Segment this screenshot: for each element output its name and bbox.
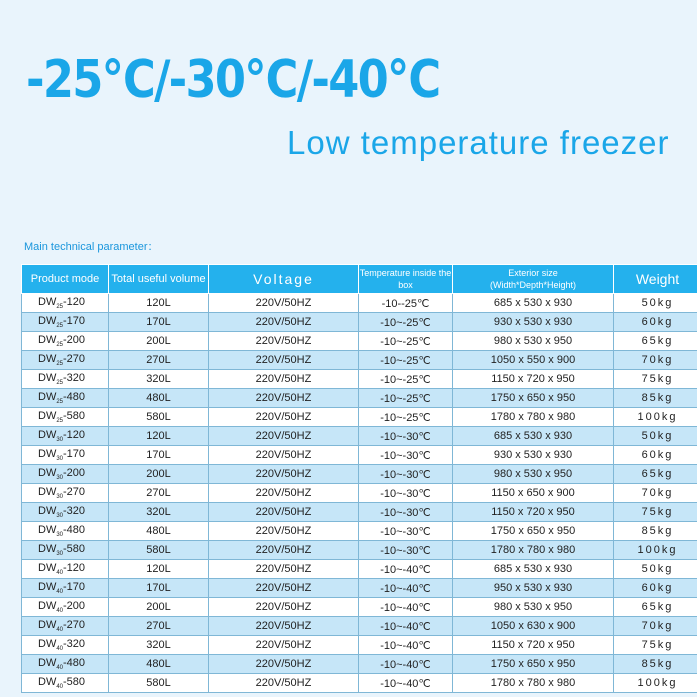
header-exterior-title: Exterior size xyxy=(508,268,558,278)
cell-exterior-size: 1780 x 780 x 980 xyxy=(453,541,614,560)
cell-model xyxy=(22,370,109,389)
cell-exterior-size: 1150 x 720 x 950 xyxy=(453,636,614,655)
cell-exterior-size: 1050 x 630 x 900 xyxy=(453,617,614,636)
table-row xyxy=(22,389,697,408)
model-prefix: DW xyxy=(38,561,57,574)
model-prefix: DW xyxy=(38,447,57,460)
cell-exterior-size: 685 x 530 x 930 xyxy=(453,294,614,313)
cell-voltage: 220V/50HZ xyxy=(209,294,359,313)
model-series: 30 xyxy=(56,551,64,558)
model-prefix: DW xyxy=(38,542,57,555)
cell-model xyxy=(22,408,109,427)
cell-temperature: -10~-30℃ xyxy=(359,484,453,503)
model-code: -270 xyxy=(63,485,86,498)
model-prefix: DW xyxy=(38,333,57,346)
model-code: -480 xyxy=(63,656,86,669)
header-temperature: Temperature inside the box xyxy=(359,265,453,294)
cell-exterior-size: 1050 x 550 x 900 xyxy=(453,351,614,370)
cell-exterior-size: 1780 x 780 x 980 xyxy=(453,408,614,427)
cell-voltage: 220V/50HZ xyxy=(209,446,359,465)
cell-volume: 200L xyxy=(109,465,209,484)
cell-model xyxy=(22,674,109,693)
cell-temperature: -10~-25℃ xyxy=(359,408,453,427)
model-code: -580 xyxy=(63,409,86,422)
cell-volume: 120L xyxy=(109,294,209,313)
cell-temperature: -10~-25℃ xyxy=(359,332,453,351)
cell-weight: 60kg xyxy=(614,579,697,598)
model-series: 25 xyxy=(56,361,64,368)
table-row xyxy=(22,465,697,484)
cell-exterior-size: 1750 x 650 x 950 xyxy=(453,522,614,541)
model-code: -170 xyxy=(63,580,86,593)
spec-table xyxy=(21,264,697,693)
cell-exterior-size: 1750 x 650 x 950 xyxy=(453,655,614,674)
cell-weight: 50kg xyxy=(614,294,697,313)
cell-volume: 270L xyxy=(109,484,209,503)
cell-model xyxy=(22,579,109,598)
cell-weight: 75kg xyxy=(614,503,697,522)
model-series: 40 xyxy=(56,646,64,653)
cell-temperature: -10~-25℃ xyxy=(359,389,453,408)
cell-model xyxy=(22,560,109,579)
model-series: 30 xyxy=(56,532,64,539)
cell-weight: 70kg xyxy=(614,351,697,370)
model-prefix: DW xyxy=(38,675,57,688)
cell-weight: 70kg xyxy=(614,484,697,503)
table-row xyxy=(22,579,697,598)
model-prefix: DW xyxy=(38,618,57,631)
cell-voltage: 220V/50HZ xyxy=(209,522,359,541)
cell-voltage: 220V/50HZ xyxy=(209,313,359,332)
table-header-row xyxy=(22,265,697,294)
cell-voltage: 220V/50HZ xyxy=(209,465,359,484)
cell-temperature: -10--25℃ xyxy=(359,294,453,313)
cell-temperature: -10~-30℃ xyxy=(359,446,453,465)
cell-voltage: 220V/50HZ xyxy=(209,427,359,446)
cell-exterior-size: 685 x 530 x 930 xyxy=(453,560,614,579)
cell-exterior-size: 980 x 530 x 950 xyxy=(453,598,614,617)
model-code: -200 xyxy=(63,599,86,612)
table-row xyxy=(22,313,697,332)
cell-model xyxy=(22,427,109,446)
cell-temperature: -10~-40℃ xyxy=(359,598,453,617)
model-code: -270 xyxy=(63,352,86,365)
model-code: -580 xyxy=(63,675,86,688)
section-label: Main technical parameter： xyxy=(24,241,159,253)
cell-temperature: -10~-25℃ xyxy=(359,370,453,389)
model-prefix: DW xyxy=(38,637,57,650)
table-row xyxy=(22,370,697,389)
model-prefix: DW xyxy=(38,504,57,517)
cell-volume: 320L xyxy=(109,503,209,522)
cell-volume: 270L xyxy=(109,351,209,370)
cell-volume: 120L xyxy=(109,427,209,446)
model-prefix: DW xyxy=(38,371,57,384)
cell-volume: 200L xyxy=(109,598,209,617)
cell-exterior-size: 980 x 530 x 950 xyxy=(453,332,614,351)
cell-model xyxy=(22,598,109,617)
model-prefix: DW xyxy=(38,656,57,669)
cell-voltage: 220V/50HZ xyxy=(209,484,359,503)
model-series: 40 xyxy=(56,570,64,577)
model-series: 40 xyxy=(56,684,64,691)
cell-voltage: 220V/50HZ xyxy=(209,408,359,427)
table-row xyxy=(22,446,697,465)
cell-volume: 320L xyxy=(109,370,209,389)
model-code: -120 xyxy=(63,295,86,308)
cell-voltage: 220V/50HZ xyxy=(209,636,359,655)
model-prefix: DW xyxy=(38,599,57,612)
model-series: 30 xyxy=(56,475,64,482)
table-row xyxy=(22,598,697,617)
table-body xyxy=(22,294,697,693)
table-row xyxy=(22,636,697,655)
model-code: -580 xyxy=(63,542,86,555)
table-row xyxy=(22,351,697,370)
cell-exterior-size: 1150 x 650 x 900 xyxy=(453,484,614,503)
cell-model xyxy=(22,484,109,503)
model-series: 25 xyxy=(56,399,64,406)
table-row xyxy=(22,541,697,560)
cell-voltage: 220V/50HZ xyxy=(209,598,359,617)
cell-volume: 200L xyxy=(109,332,209,351)
cell-model xyxy=(22,465,109,484)
cell-temperature: -10~-30℃ xyxy=(359,427,453,446)
cell-model xyxy=(22,313,109,332)
header-exterior-size xyxy=(453,265,614,294)
cell-temperature: -10~-30℃ xyxy=(359,522,453,541)
cell-weight: 85kg xyxy=(614,389,697,408)
cell-exterior-size: 930 x 530 x 930 xyxy=(453,446,614,465)
cell-volume: 170L xyxy=(109,446,209,465)
cell-volume: 270L xyxy=(109,617,209,636)
model-code: -120 xyxy=(63,428,86,441)
model-series: 30 xyxy=(56,456,64,463)
model-series: 40 xyxy=(56,665,64,672)
cell-weight: 70kg xyxy=(614,617,697,636)
cell-temperature: -10~-30℃ xyxy=(359,541,453,560)
cell-weight: 75kg xyxy=(614,636,697,655)
cell-temperature: -10~-40℃ xyxy=(359,636,453,655)
cell-volume: 120L xyxy=(109,560,209,579)
model-series: 40 xyxy=(56,589,64,596)
cell-weight: 50kg xyxy=(614,427,697,446)
cell-voltage: 220V/50HZ xyxy=(209,541,359,560)
cell-voltage: 220V/50HZ xyxy=(209,370,359,389)
model-prefix: DW xyxy=(38,352,57,365)
cell-model xyxy=(22,389,109,408)
table-row xyxy=(22,522,697,541)
model-series: 30 xyxy=(56,513,64,520)
header-exterior-sub: (Width*Depth*Height) xyxy=(489,280,577,290)
cell-volume: 580L xyxy=(109,674,209,693)
table-row xyxy=(22,294,697,313)
model-code: -170 xyxy=(63,447,86,460)
table-row xyxy=(22,617,697,636)
cell-model xyxy=(22,503,109,522)
cell-volume: 170L xyxy=(109,579,209,598)
table-row xyxy=(22,560,697,579)
cell-voltage: 220V/50HZ xyxy=(209,617,359,636)
cell-model xyxy=(22,446,109,465)
cell-temperature: -10~-40℃ xyxy=(359,579,453,598)
model-series: 40 xyxy=(56,627,64,634)
header-voltage: Voltage xyxy=(209,265,359,294)
cell-weight: 100kg xyxy=(614,674,697,693)
cell-weight: 75kg xyxy=(614,370,697,389)
header-weight: Weight xyxy=(614,265,697,294)
model-series: 40 xyxy=(56,608,64,615)
cell-model xyxy=(22,541,109,560)
cell-weight: 65kg xyxy=(614,465,697,484)
model-prefix: DW xyxy=(38,580,57,593)
cell-model xyxy=(22,636,109,655)
model-prefix: DW xyxy=(38,314,57,327)
cell-model xyxy=(22,522,109,541)
cell-volume: 170L xyxy=(109,313,209,332)
cell-voltage: 220V/50HZ xyxy=(209,503,359,522)
cell-voltage: 220V/50HZ xyxy=(209,389,359,408)
model-prefix: DW xyxy=(38,409,57,422)
cell-volume: 320L xyxy=(109,636,209,655)
model-prefix: DW xyxy=(38,523,57,536)
model-prefix: DW xyxy=(38,485,57,498)
cell-weight: 65kg xyxy=(614,598,697,617)
cell-exterior-size: 980 x 530 x 950 xyxy=(453,465,614,484)
model-code: -480 xyxy=(63,523,86,536)
cell-voltage: 220V/50HZ xyxy=(209,579,359,598)
cell-exterior-size: 1150 x 720 x 950 xyxy=(453,503,614,522)
model-code: -320 xyxy=(63,637,86,650)
cell-temperature: -10~-40℃ xyxy=(359,617,453,636)
model-code: -120 xyxy=(63,561,86,574)
model-series: 25 xyxy=(56,418,64,425)
model-code: -480 xyxy=(63,390,86,403)
model-series: 25 xyxy=(56,304,64,311)
model-code: -200 xyxy=(63,333,86,346)
cell-weight: 60kg xyxy=(614,446,697,465)
table-row xyxy=(22,332,697,351)
model-code: -320 xyxy=(63,504,86,517)
cell-voltage: 220V/50HZ xyxy=(209,560,359,579)
table-row xyxy=(22,427,697,446)
cell-weight: 100kg xyxy=(614,541,697,560)
cell-exterior-size: 930 x 530 x 930 xyxy=(453,313,614,332)
table-row xyxy=(22,408,697,427)
cell-temperature: -10~-30℃ xyxy=(359,503,453,522)
cell-temperature: -10~-40℃ xyxy=(359,674,453,693)
model-series: 30 xyxy=(56,437,64,444)
cell-model xyxy=(22,351,109,370)
cell-weight: 60kg xyxy=(614,313,697,332)
model-series: 25 xyxy=(56,323,64,330)
cell-exterior-size: 950 x 530 x 930 xyxy=(453,579,614,598)
cell-voltage: 220V/50HZ xyxy=(209,674,359,693)
cell-exterior-size: 1750 x 650 x 950 xyxy=(453,389,614,408)
header-volume: Total useful volume xyxy=(109,265,209,294)
model-series: 30 xyxy=(56,494,64,501)
cell-weight: 85kg xyxy=(614,522,697,541)
model-prefix: DW xyxy=(38,428,57,441)
page-title: -25℃/-30℃/-40℃ xyxy=(26,50,440,110)
cell-weight: 65kg xyxy=(614,332,697,351)
cell-weight: 100kg xyxy=(614,408,697,427)
cell-voltage: 220V/50HZ xyxy=(209,351,359,370)
table-row xyxy=(22,503,697,522)
model-code: -170 xyxy=(63,314,86,327)
model-series: 25 xyxy=(56,380,64,387)
cell-volume: 580L xyxy=(109,541,209,560)
table-row xyxy=(22,674,697,693)
model-series: 25 xyxy=(56,342,64,349)
header-product-mode: Product mode xyxy=(22,265,109,294)
cell-volume: 480L xyxy=(109,389,209,408)
model-code: -270 xyxy=(63,618,86,631)
cell-exterior-size: 1150 x 720 x 950 xyxy=(453,370,614,389)
cell-exterior-size: 1780 x 780 x 980 xyxy=(453,674,614,693)
cell-weight: 50kg xyxy=(614,560,697,579)
cell-volume: 480L xyxy=(109,655,209,674)
cell-temperature: -10~-30℃ xyxy=(359,465,453,484)
page-subtitle: Low temperature freezer xyxy=(287,124,670,161)
model-prefix: DW xyxy=(38,295,57,308)
cell-temperature: -10~-25℃ xyxy=(359,351,453,370)
cell-voltage: 220V/50HZ xyxy=(209,655,359,674)
table-row xyxy=(22,655,697,674)
cell-weight: 85kg xyxy=(614,655,697,674)
cell-model xyxy=(22,655,109,674)
cell-exterior-size: 685 x 530 x 930 xyxy=(453,427,614,446)
table-row xyxy=(22,484,697,503)
cell-model xyxy=(22,332,109,351)
cell-temperature: -10~-25℃ xyxy=(359,313,453,332)
cell-volume: 480L xyxy=(109,522,209,541)
cell-temperature: -10~-40℃ xyxy=(359,655,453,674)
cell-voltage: 220V/50HZ xyxy=(209,332,359,351)
cell-model xyxy=(22,617,109,636)
model-code: -200 xyxy=(63,466,86,479)
cell-model xyxy=(22,294,109,313)
cell-volume: 580L xyxy=(109,408,209,427)
cell-temperature: -10~-40℃ xyxy=(359,560,453,579)
model-prefix: DW xyxy=(38,466,57,479)
model-prefix: DW xyxy=(38,390,57,403)
model-code: -320 xyxy=(63,371,86,384)
